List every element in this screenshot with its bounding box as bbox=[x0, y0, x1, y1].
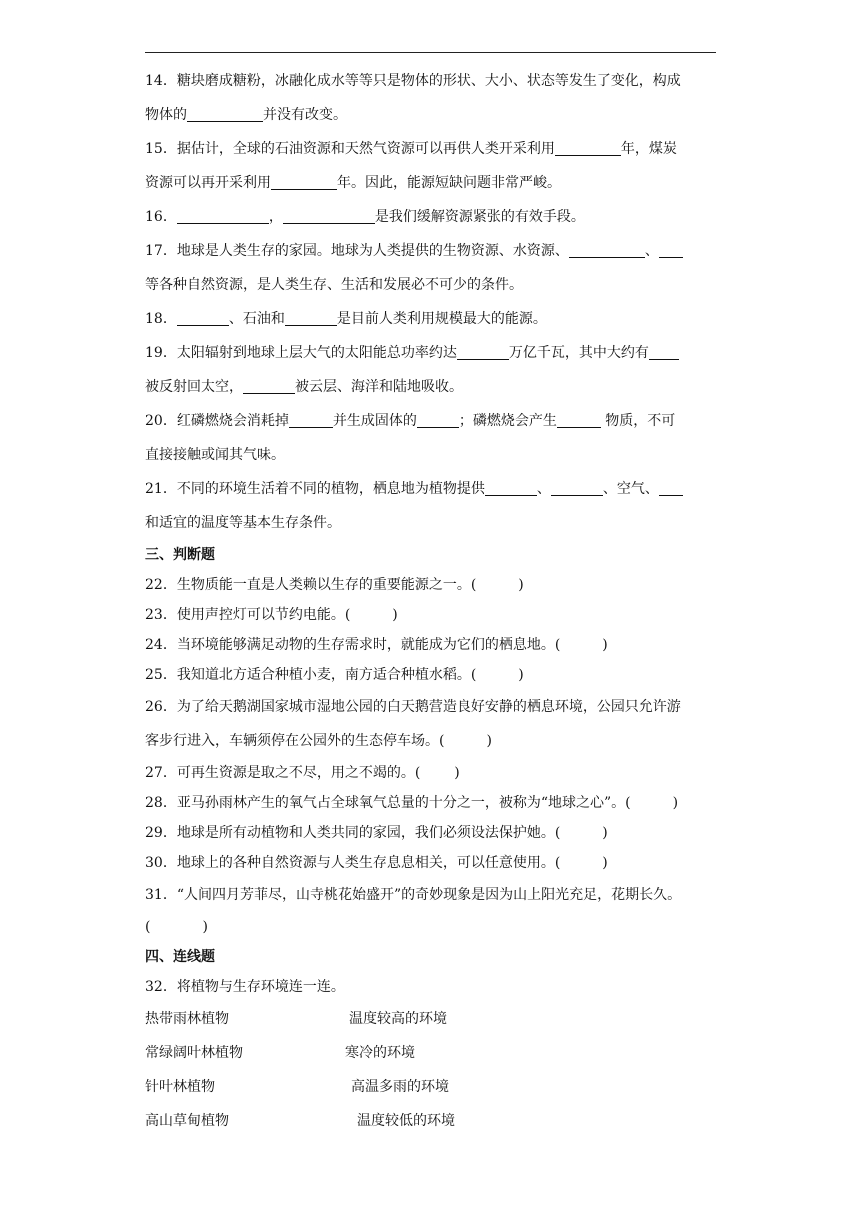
answer-blank[interactable] bbox=[485, 481, 537, 496]
question-22: 22．生物质能一直是人类赖以生存的重要能源之一。( ) bbox=[145, 577, 524, 593]
answer-blank[interactable] bbox=[283, 209, 375, 224]
question-24: 24．当环境能够满足动物的生存需求时，就能成为它们的栖息地。( ) bbox=[145, 637, 608, 653]
header-rule bbox=[145, 52, 716, 53]
answer-blank[interactable] bbox=[659, 481, 683, 496]
answer-blank[interactable] bbox=[271, 175, 337, 190]
answer-blank[interactable] bbox=[177, 311, 229, 326]
match-environment[interactable]: 高温多雨的环境 bbox=[351, 1079, 449, 1095]
match-plant[interactable]: 针叶林植物 bbox=[145, 1079, 215, 1095]
answer-blank[interactable] bbox=[569, 243, 645, 258]
answer-blank[interactable] bbox=[457, 345, 509, 360]
question-29: 29．地球是所有动植物和人类共同的家园，我们必须设法保护她。( ) bbox=[145, 825, 608, 841]
question-17-line-1: 17．地球是人类生存的家园。地球为人类提供的生物资源、水资源、 、 bbox=[145, 234, 716, 268]
answer-blank[interactable] bbox=[551, 481, 603, 496]
worksheet-page bbox=[145, 64, 716, 1138]
answer-blank[interactable] bbox=[289, 413, 333, 428]
match-plant[interactable]: 热带雨林植物 bbox=[145, 1011, 229, 1027]
answer-blank[interactable] bbox=[285, 311, 337, 326]
match-plant[interactable]: 高山草甸植物 bbox=[145, 1113, 229, 1129]
question-14-line-1: 14．糖块磨成糖粉，冰融化成水等等只是物体的形状、大小、状态等发生了变化，构成 bbox=[145, 73, 681, 89]
question-27: 27．可再生资源是取之不尽，用之不竭的。( ) bbox=[145, 765, 460, 781]
section-heading-judgement: 三、判断题 bbox=[145, 547, 215, 563]
match-environment[interactable]: 寒冷的环境 bbox=[345, 1045, 415, 1061]
question-18: 18． 、石油和 是目前人类利用规模最大的能源。 bbox=[145, 311, 547, 327]
answer-blank[interactable] bbox=[659, 243, 683, 258]
question-21-line-2: 和适宜的温度等基本生存条件。 bbox=[145, 515, 341, 531]
answer-blank[interactable] bbox=[177, 209, 269, 224]
question-31-line-1: 31．“人间四月芳菲尽，山寺桃花始盛开”的奇妙现象是因为山上阳光充足，花期长久。 bbox=[145, 887, 682, 903]
question-26-line-1: 26．为了给天鹅湖国家城市湿地公园的白天鹅营造良好安静的栖息环境，公园只允许游 bbox=[145, 699, 681, 715]
question-28: 28．亚马孙雨林产生的氧气占全球氧气总量的十分之一，被称为“地球之心”。( ) bbox=[145, 795, 679, 811]
question-26-line-2: 客步行进入，车辆须停在公园外的生态停车场。( ) bbox=[145, 733, 492, 749]
question-16: 16． ， 是我们缓解资源紧张的有效手段。 bbox=[145, 209, 585, 225]
question-20-line-1: 20．红磷燃烧会消耗掉 并生成固体的 ；磷燃烧会产生 物质，不可 bbox=[145, 413, 676, 429]
section-heading-matching: 四、连线题 bbox=[145, 949, 215, 965]
question-21-line-1: 21．不同的环境生活着不同的植物，栖息地为植物提供 、 、空气、 bbox=[145, 472, 716, 506]
match-plant[interactable]: 常绿阔叶林植物 bbox=[145, 1045, 243, 1061]
question-20-line-2: 直接接触或闻其气味。 bbox=[145, 447, 285, 463]
answer-blank[interactable] bbox=[555, 141, 621, 156]
match-environment[interactable]: 温度较低的环境 bbox=[357, 1113, 455, 1129]
question-17-line-2: 等各种自然资源，是人类生存、生活和发展必不可少的条件。 bbox=[145, 277, 523, 293]
question-19-line-2: 被反射回太空， 被云层、海洋和陆地吸收。 bbox=[145, 379, 463, 395]
question-31-line-2: ( ) bbox=[145, 919, 208, 935]
question-15-line-1: 15．据估计，全球的石油资源和天然气资源可以再供人类开采利用 年，煤炭 bbox=[145, 141, 677, 157]
question-15-line-2: 资源可以再开采利用 年。因此，能源短缺问题非常严峻。 bbox=[145, 175, 561, 191]
answer-blank[interactable] bbox=[417, 413, 459, 428]
question-19-line-1: 19．太阳辐射到地球上层大气的太阳能总功率约达 万亿千瓦，其中大约有 bbox=[145, 336, 716, 370]
question-23: 23．使用声控灯可以节约电能。( ) bbox=[145, 607, 398, 623]
match-row bbox=[145, 1036, 716, 1070]
match-row bbox=[145, 1104, 716, 1138]
match-row bbox=[145, 1002, 716, 1036]
question-32-prompt: 32．将植物与生存环境连一连。 bbox=[145, 979, 345, 995]
question-14-line-2: 物体的 并没有改变。 bbox=[145, 107, 347, 123]
answer-blank[interactable] bbox=[557, 413, 601, 428]
answer-blank[interactable] bbox=[649, 345, 679, 360]
match-environment[interactable]: 温度较高的环境 bbox=[349, 1011, 447, 1027]
question-25: 25．我知道北方适合种植小麦，南方适合种植水稻。( ) bbox=[145, 667, 524, 683]
answer-blank[interactable] bbox=[187, 107, 263, 122]
question-30: 30．地球上的各种自然资源与人类生存息息相关，可以任意使用。( ) bbox=[145, 855, 608, 871]
match-row bbox=[145, 1070, 716, 1104]
answer-blank[interactable] bbox=[243, 379, 295, 394]
